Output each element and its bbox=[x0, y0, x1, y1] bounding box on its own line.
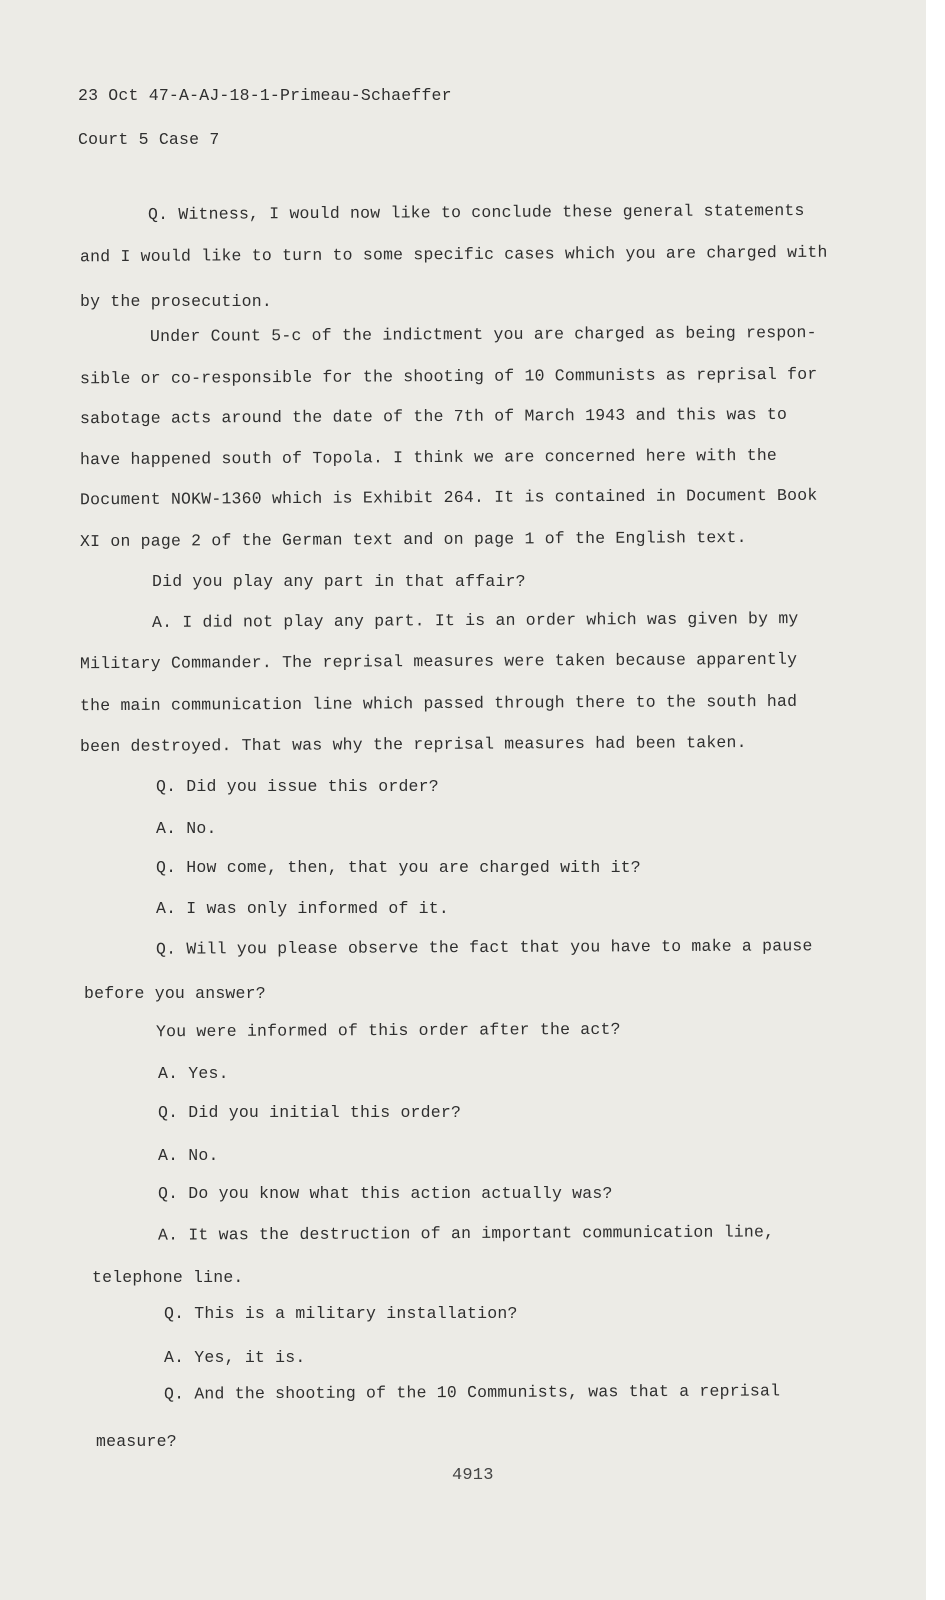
transcript-line: measure? bbox=[96, 1432, 177, 1451]
transcript-line: A. Yes, it is. bbox=[164, 1348, 306, 1367]
transcript-line: Q. And the shooting of the 10 Communists, was that a reprisal bbox=[163, 1381, 781, 1404]
transcript-line: XI on page 2 of the German text and on page 1 of the English text. bbox=[79, 527, 747, 552]
transcript-line: Q. Did you issue this order? bbox=[156, 777, 439, 796]
transcript-line: been destroyed. That was why the reprisal measures had been taken. bbox=[79, 732, 747, 757]
transcript-line: A. It was the destruction of an important communication line, bbox=[157, 1222, 775, 1245]
transcript-line: by the prosecution. bbox=[80, 292, 272, 311]
transcript-line: Did you play any part in that affair? bbox=[152, 572, 526, 591]
transcript-line: A. No. bbox=[158, 1146, 219, 1165]
transcript-line: telephone line. bbox=[92, 1268, 244, 1287]
transcript-line: You were informed of this order after the act? bbox=[155, 1019, 621, 1042]
document-reference: 23 Oct 47-A-AJ-18-1-Primeau-Schaeffer bbox=[78, 86, 452, 105]
transcript-line: Q. Did you initial this order? bbox=[158, 1103, 462, 1122]
transcript-line: before you answer? bbox=[84, 984, 266, 1003]
transcript-line: Military Commander. The reprisal measures were taken because apparently bbox=[79, 649, 798, 674]
transcript-line: sible or co-responsible for the shooting of 10 Communists as reprisal for bbox=[79, 364, 818, 389]
transcript-line: and I would like to turn to some specific cases which you are charged with bbox=[79, 242, 828, 267]
transcript-line: the main communication line which passed through there to the south had bbox=[79, 691, 798, 716]
transcript-line: A. I was only informed of it. bbox=[156, 899, 449, 918]
transcript-line: A. No. bbox=[156, 819, 217, 838]
transcript-line: Under Count 5-c of the indictment you are charged as being respon- bbox=[149, 322, 817, 347]
transcript-line: sabotage acts around the date of the 7th of March 1943 and this was to bbox=[79, 404, 788, 429]
page-margin bbox=[926, 0, 945, 1600]
transcript-line: Q. How come, then, that you are charged with it? bbox=[156, 858, 641, 877]
transcript-line: have happened south of Topola. I think we are concerned here with the bbox=[79, 445, 778, 470]
transcript-line: Q. Witness, I would now like to conclude these general statements bbox=[147, 200, 805, 225]
transcript-line: Q. This is a military installation? bbox=[164, 1304, 518, 1323]
court-case: Court 5 Case 7 bbox=[78, 130, 220, 149]
transcript-line: Q. Do you know what this action actually was? bbox=[158, 1184, 613, 1203]
transcript-line: Q. Will you please observe the fact that you have to make a pause bbox=[155, 936, 813, 959]
transcript-line: A. Yes. bbox=[158, 1064, 229, 1083]
page-number: 4913 bbox=[452, 1466, 494, 1485]
transcript-line: Document NOKW-1360 which is Exhibit 264. It is contained in Document Book bbox=[79, 485, 818, 510]
transcript-line: A. I did not play any part. It is an order which was given by my bbox=[151, 609, 799, 632]
